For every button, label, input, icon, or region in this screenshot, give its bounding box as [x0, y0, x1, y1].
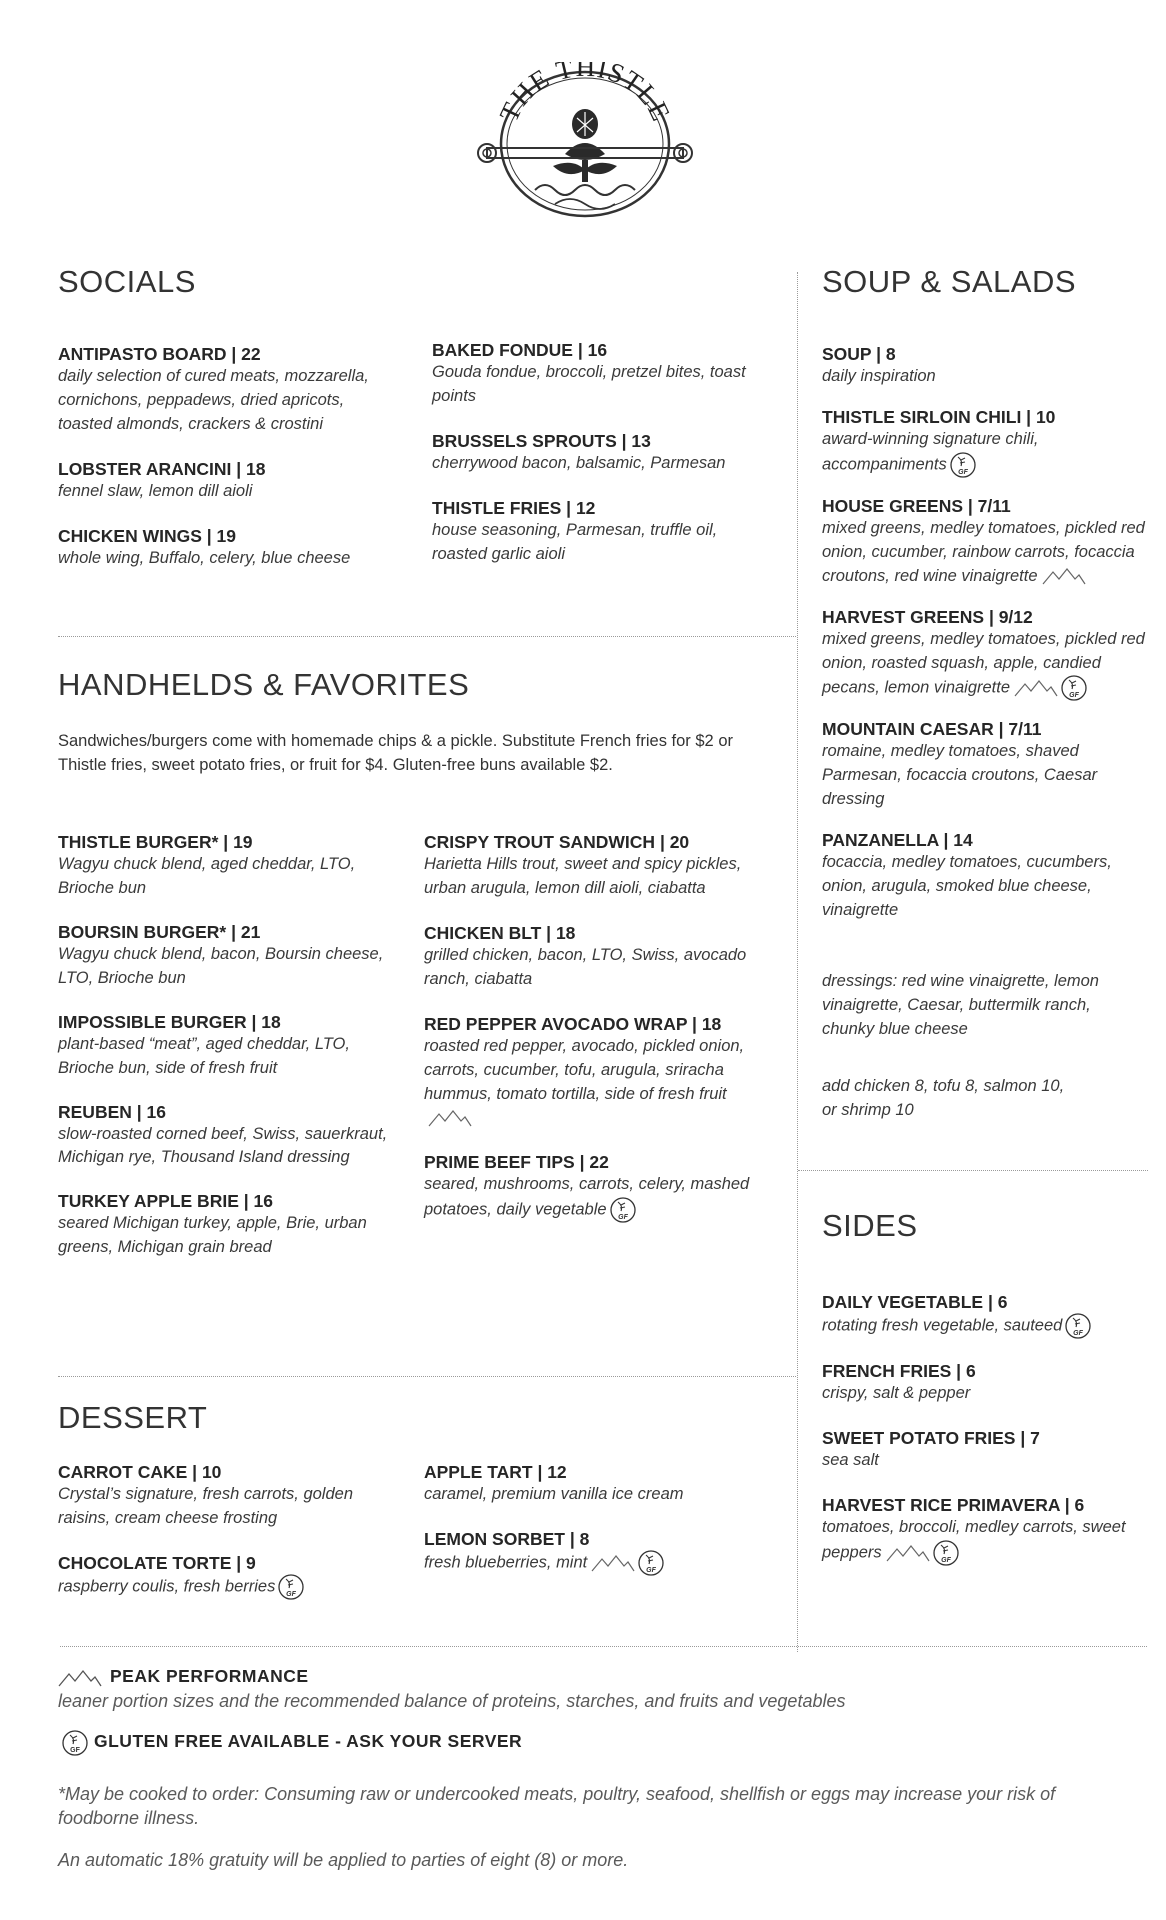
handhelds-right-column: [424, 832, 764, 1245]
menu-item-description: Wagyu chuck blend, aged cheddar, LTO, Brioche bun: [58, 855, 356, 897]
menu-item: [822, 496, 1152, 589]
gluten-free-icon: [1061, 675, 1087, 701]
menu-item-name: PANZANELLA | 14: [822, 830, 973, 851]
legend-gf: [62, 1730, 1122, 1756]
svg-text:THE THISTLE: THE THISTLE: [493, 62, 677, 127]
mountain-peak-icon: [428, 1109, 472, 1127]
menu-item-price: 22: [241, 344, 261, 364]
menu-item-name: LOBSTER ARANCINI | 18: [58, 458, 266, 479]
menu-item-price: 16: [253, 1191, 273, 1212]
menu-item-name: LEMON SORBET | 8: [424, 1528, 590, 1549]
svg-text:GF: GF: [1069, 692, 1079, 700]
svg-text:GF: GF: [70, 1747, 80, 1754]
menu-item-description: whole wing, Buffalo, celery, blue cheese: [58, 548, 351, 567]
menu-item-price: 8: [579, 1528, 590, 1549]
menu-item-name: SWEET POTATO FRIES | 7: [822, 1427, 1040, 1448]
menu-item-description: daily inspiration: [822, 367, 936, 385]
menu-item-price: 10: [1035, 406, 1056, 427]
menu-item-description: house seasoning, Parmesan, truffle oil, roasted garlic aioli: [432, 520, 718, 563]
socials-left-column: [58, 344, 388, 593]
menu-item: [58, 922, 388, 991]
menu-item-description: Crystal’s signature, fresh carrots, golden raisins, cream cheese frosting: [58, 1485, 353, 1527]
gluten-free-icon: [278, 1574, 304, 1600]
menu-item-name: HOUSE GREENS | 7/11: [822, 495, 1011, 516]
handhelds-title: HANDHELDS & FAVORITES: [58, 667, 470, 702]
menu-item: [822, 344, 1152, 389]
menu-item-name: CHOCOLATE TORTE | 9: [58, 1552, 256, 1573]
menu-item-description: grilled chicken, bacon, LTO, Swiss, avocado ranch, ciabatta: [424, 945, 747, 988]
socials-divider: [58, 636, 796, 637]
dessert-left-column: [58, 1462, 378, 1622]
gluten-free-icon: [62, 1730, 88, 1756]
menu-item-price: 18: [261, 1011, 281, 1032]
menu-item-description: seared Michigan turkey, apple, Brie, urban greens, Michigan grain bread: [58, 1214, 367, 1257]
menu-item-description: plant-based “meat”, aged cheddar, LTO, Brioche bun, side of fresh fruit: [58, 1034, 350, 1077]
column-divider: [797, 272, 798, 1652]
menu-item-price: 19: [233, 832, 253, 852]
menu-item-description: fennel slaw, lemon dill aioli: [58, 481, 253, 500]
menu-item-description: sea salt: [822, 1450, 879, 1469]
menu-item-price: 12: [575, 497, 596, 518]
gluten-free-icon: [1065, 1313, 1091, 1339]
peak-performance-title: PEAK PERFORMANCE: [110, 1666, 309, 1686]
menu-item-name: CHICKEN WINGS | 19: [58, 525, 236, 546]
menu-item-description: daily selection of cured meats, mozzarella, cornichons, peppadews, dried apricots, toasted almonds, crackers & crostini: [58, 367, 369, 433]
menu-item: [424, 923, 764, 992]
menu-item-price: 18: [246, 458, 266, 479]
menu-item-price: 6: [997, 1292, 1008, 1312]
mountain-peak-icon: [1042, 567, 1086, 585]
mountain-peak-icon: [591, 1554, 635, 1572]
socials-right-column: [432, 340, 772, 589]
menu-item-description: tomatoes, broccoli, medley carrots, sweet peppers GF: [822, 1517, 1126, 1564]
menu-item-price: 22: [589, 1152, 609, 1173]
menu-item-description: seared, mushrooms, carrots, celery, mashed potatoes, daily vegetable GF: [424, 1175, 750, 1222]
menu-item: [58, 344, 388, 437]
socials-title: SOCIALS: [58, 264, 196, 299]
menu-item-price: 7/11: [1008, 719, 1042, 740]
menu-item: [58, 832, 388, 901]
menu-item: [432, 340, 772, 409]
menu-item-description: roasted red pepper, avocado, pickled onion, carrots, cucumber, tofu, arugula, sriracha hummus, tomato tortilla, side of fresh fruit: [424, 1035, 764, 1131]
menu-item: [424, 1014, 764, 1131]
menu-item-name: THISTLE SIRLOIN CHILI | 10: [822, 406, 1056, 427]
menu-item-description: award-winning signature chili, accompaniments GF: [822, 429, 1039, 476]
menu-item: [424, 1152, 764, 1223]
dessert-right-column: [424, 1462, 764, 1598]
menu-item: [822, 1361, 1152, 1406]
menu-item-price: 16: [587, 340, 608, 360]
mountain-peak-icon: [58, 1669, 102, 1687]
menu-item-description: rotating fresh vegetable, sauteed GF: [822, 1313, 1152, 1339]
menu-item: [424, 832, 764, 901]
menu-item-price: 19: [216, 525, 236, 546]
svg-text:GF: GF: [1073, 1330, 1084, 1337]
menu-item-name: MOUNTAIN CAESAR | 7/11: [822, 719, 1042, 740]
menu-item: [424, 1529, 764, 1576]
logo: [473, 62, 697, 222]
menu-item-description: crispy, salt & pepper: [822, 1384, 971, 1402]
menu-item-price: 7: [1030, 1427, 1040, 1448]
menu-item: [424, 1462, 764, 1507]
menu-item: [822, 1292, 1152, 1339]
menu-item-price: 8: [885, 344, 896, 364]
menu-item: [432, 498, 772, 567]
menu-item-name: HARVEST GREENS | 9/12: [822, 606, 1033, 627]
add-ons-note: [822, 1075, 1122, 1123]
svg-text:GF: GF: [646, 1566, 657, 1574]
soup-salads-title: SOUP & SALADS: [822, 264, 1077, 299]
add-ons-line-1: add chicken 8, tofu 8, salmon 10,: [822, 1077, 1065, 1095]
menu-item-name: HARVEST RICE PRIMAVERA | 6: [822, 1494, 1085, 1515]
soup-sides-divider: [798, 1170, 1148, 1171]
menu-item-name: PRIME BEEF TIPS | 22: [424, 1152, 609, 1173]
menu-item-name: FRENCH FRIES | 6: [822, 1361, 976, 1381]
menu-item-description: Wagyu chuck blend, bacon, Boursin cheese, LTO, Brioche bun: [58, 944, 384, 987]
menu-item-name: DAILY VEGETABLE | 6: [822, 1292, 1008, 1312]
menu-item-name: THISTLE BURGER* | 19: [58, 832, 253, 852]
menu-item-description: raspberry coulis, fresh berries GF: [58, 1574, 378, 1600]
menu-item-name: IMPOSSIBLE BURGER | 18: [58, 1011, 281, 1032]
menu-item-price: 10: [201, 1462, 222, 1482]
menu-item-name: APPLE TART | 12: [424, 1462, 567, 1482]
menu-item: [822, 830, 1152, 923]
menu-item: [822, 607, 1152, 702]
menu-item-name: BRUSSELS SPROUTS | 13: [432, 430, 651, 451]
add-ons-line-2: or shrimp 10: [822, 1100, 914, 1119]
gluten-free-icon: [933, 1540, 959, 1566]
menu-item: [58, 1191, 388, 1260]
menu-item-name: BOURSIN BURGER* | 21: [58, 921, 261, 942]
menu-item: [58, 1012, 388, 1081]
menu-item-description: mixed greens, medley tomatoes, pickled red onion, cucumber, rainbow carrots, focaccia croutons, red wine vinaigrette: [822, 518, 1145, 585]
menu-item: [822, 407, 1152, 478]
sides-column: [822, 1292, 1152, 1588]
gluten-free-icon: [950, 452, 976, 478]
menu-item-description: fresh blueberries, mint GF: [424, 1550, 764, 1576]
gluten-free-title: GLUTEN FREE AVAILABLE - ASK YOUR SERVER: [94, 1731, 523, 1752]
menu-item: [822, 1428, 1152, 1473]
svg-text:GF: GF: [617, 1214, 628, 1222]
menu-item: [822, 719, 1152, 812]
menu-item-name: SOUP | 8: [822, 344, 896, 364]
menu-item: [432, 431, 772, 476]
menu-item: [58, 1462, 378, 1531]
menu-item: [58, 1102, 388, 1171]
menu-item-name: RED PEPPER AVOCADO WRAP | 18: [424, 1013, 722, 1034]
menu-item-price: 14: [953, 830, 973, 851]
peak-performance-desc: leaner portion sizes and the recommended balance of proteins, starches, and fruits and vegetables: [58, 1691, 846, 1711]
menu-item-name: CRISPY TROUT SANDWICH | 20: [424, 832, 690, 852]
svg-text:GF: GF: [957, 468, 968, 476]
menu-item-price: 12: [547, 1462, 567, 1482]
menu-item-price: 18: [701, 1013, 722, 1034]
dressings-note: dressings: red wine vinaigrette, lemon vinaigrette, Caesar, buttermilk ranch, chunky blue cheese: [822, 972, 1099, 1038]
menu-item-price: 20: [669, 832, 690, 852]
menu-item-price: 21: [240, 921, 261, 942]
svg-text:GF: GF: [940, 1556, 951, 1564]
menu-item-description: mixed greens, medley tomatoes, pickled red onion, roasted squash, apple, candied pecans, lemon vinaigrette GF: [822, 629, 1145, 700]
menu-item-price: 9: [246, 1552, 256, 1573]
sides-title: SIDES: [822, 1208, 918, 1243]
menu-item-description: focaccia, medley tomatoes, cucumbers, onion, arugula, smoked blue cheese, vinaigrette: [822, 853, 1112, 920]
gluten-free-icon: [610, 1197, 636, 1223]
footer-divider: [60, 1646, 1147, 1647]
menu-item-name: REUBEN | 16: [58, 1101, 166, 1122]
menu-item-price: 16: [146, 1101, 166, 1122]
menu-item-price: 9/12: [998, 606, 1033, 627]
menu-item-name: THISTLE FRIES | 12: [432, 497, 596, 518]
menu-item-name: CARROT CAKE | 10: [58, 1462, 222, 1482]
menu-item: [822, 1495, 1152, 1566]
menu-item-description: cherrywood bacon, balsamic, Parmesan: [432, 453, 726, 472]
menu-item-description: slow-roasted corned beef, Swiss, sauerkraut, Michigan rye, Thousand Island dressing: [58, 1124, 388, 1167]
handhelds-left-column: [58, 832, 388, 1281]
menu-item-description: caramel, premium vanilla ice cream: [424, 1485, 684, 1503]
legend-peak: [58, 1666, 1118, 1713]
gluten-free-icon: [638, 1550, 664, 1576]
thistle-logo-icon: [473, 62, 697, 222]
soup-salads-column: [822, 344, 1152, 941]
menu-item: [58, 459, 388, 504]
menu-item-description: Harietta Hills trout, sweet and spicy pickles, urban arugula, lemon dill aioli, ciabatta: [424, 855, 742, 897]
handhelds-divider: [58, 1376, 796, 1377]
mountain-peak-icon: [1014, 679, 1058, 697]
menu-item-name: ANTIPASTO BOARD | 22: [58, 344, 261, 364]
handhelds-note: Sandwiches/burgers come with homemade chips & a pickle. Substitute French fries for $2 or Thistle fries, sweet potato fries, or fruit for $4. Gluten-free buns available $2.: [58, 732, 733, 774]
menu-item-name: CHICKEN BLT | 18: [424, 922, 576, 943]
menu-item-price: 18: [555, 922, 576, 943]
food-safety-disclaimer: *May be cooked to order: Consuming raw or undercooked meats, poultry, seafood, shellfish or eggs may increase your risk of foodborne illness.: [58, 1784, 1056, 1829]
menu-item-price: 6: [965, 1361, 976, 1381]
svg-text:GF: GF: [286, 1590, 297, 1598]
menu-item-description: romaine, medley tomatoes, shaved Parmesan, focaccia croutons, Caesar dressing: [822, 742, 1098, 809]
mountain-peak-icon: [886, 1544, 930, 1562]
menu-item: [58, 526, 388, 571]
menu-item-name: BAKED FONDUE | 16: [432, 340, 608, 360]
menu-item-price: 6: [1074, 1494, 1085, 1515]
menu-item-price: 7/11: [977, 495, 1011, 516]
menu-item-price: 13: [631, 430, 651, 451]
menu-item-name: TURKEY APPLE BRIE | 16: [58, 1191, 273, 1212]
menu-item-description: Gouda fondue, broccoli, pretzel bites, toast points: [432, 363, 746, 405]
gratuity-note: An automatic 18% gratuity will be applied to parties of eight (8) or more.: [58, 1850, 629, 1870]
menu-item: [58, 1553, 378, 1600]
dessert-title: DESSERT: [58, 1400, 208, 1435]
